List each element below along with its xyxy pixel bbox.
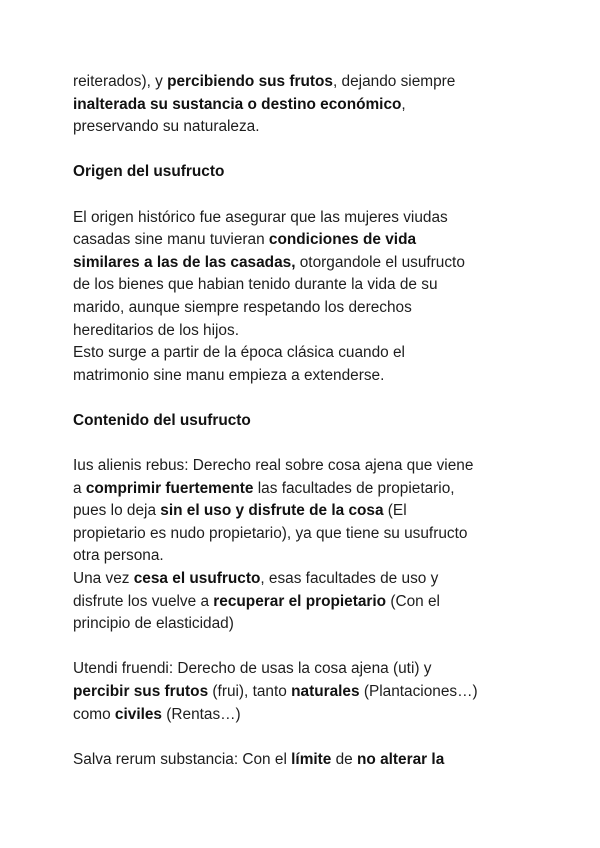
bold-text: límite bbox=[291, 750, 332, 768]
text: Utendi fruendi: Derecho de usas la cosa ajena (uti) y bbox=[73, 660, 432, 678]
bold-text: cesa el usufructo bbox=[133, 570, 261, 588]
bold-text: sin el uso y disfrute de la cosa bbox=[160, 502, 384, 520]
text: preservando su naturaleza. bbox=[73, 118, 260, 136]
heading-contenido: Contenido del usufructo bbox=[73, 411, 251, 429]
text: hereditarios de los hijos. bbox=[73, 321, 239, 339]
text: disfrute los vuelve a bbox=[73, 592, 214, 610]
document-page bbox=[73, 71, 543, 771]
text: Esto surge a partir de la época clásica cuando el bbox=[73, 344, 405, 362]
heading-origen: Origen del usufructo bbox=[73, 163, 225, 181]
bold-text: civiles bbox=[114, 705, 162, 723]
text: (El bbox=[383, 502, 407, 520]
text: principio de elasticidad) bbox=[73, 615, 234, 633]
text: otra persona. bbox=[73, 547, 164, 565]
text: a bbox=[73, 479, 86, 497]
text: (Con el bbox=[386, 592, 440, 610]
bold-text: naturales bbox=[291, 683, 360, 701]
bold-text: percibir sus frutos bbox=[73, 683, 209, 701]
bold-text: recuperar el propietario bbox=[213, 592, 387, 610]
text: matrimonio sine manu empieza a extenderse. bbox=[73, 366, 385, 384]
text: , dejando siempre bbox=[333, 73, 456, 90]
text: otorgandole el usufructo bbox=[295, 253, 465, 271]
bold-text: comprimir fuertemente bbox=[85, 479, 254, 497]
text: casadas sine manu tuvieran bbox=[73, 231, 269, 249]
text: El origen histórico fue asegurar que las mujeres viudas bbox=[73, 208, 448, 226]
text: marido, aunque siempre respetando los derechos bbox=[73, 298, 412, 316]
text: de los bienes que habian tenido durante la vida de su bbox=[73, 276, 438, 294]
paragraph-origen bbox=[73, 207, 543, 388]
text: de bbox=[331, 750, 358, 768]
paragraph-frutos bbox=[73, 71, 543, 139]
text: reiterados), y bbox=[73, 73, 168, 90]
bold-text: similares a las de las casadas, bbox=[73, 253, 296, 271]
paragraph-utendi-fruendi bbox=[73, 658, 543, 726]
text: propietario es nudo propietario), ya que tiene su usufructo bbox=[73, 524, 468, 542]
bold-text: inalterada su sustancia o destino económico bbox=[73, 95, 402, 113]
text: las facultades de propietario, bbox=[253, 479, 455, 497]
paragraph-salva-rerum bbox=[73, 749, 543, 772]
text: (Rentas…) bbox=[162, 705, 241, 723]
text: , esas facultades de uso y bbox=[260, 570, 439, 588]
text: (Plantaciones…) bbox=[359, 683, 478, 701]
paragraph-ius-alienis bbox=[73, 455, 543, 636]
bold-text: percibiendo sus frutos bbox=[167, 73, 333, 90]
text: pues lo deja bbox=[73, 502, 161, 520]
text: Una vez bbox=[73, 570, 134, 588]
bold-text: no alterar la bbox=[357, 750, 445, 768]
text: (frui), tanto bbox=[208, 683, 292, 701]
text: como bbox=[73, 705, 115, 723]
text: , bbox=[401, 95, 406, 113]
bold-text: condiciones de vida bbox=[268, 231, 417, 249]
text: Salva rerum substancia: Con el bbox=[73, 750, 292, 768]
text: Ius alienis rebus: Derecho real sobre cosa ajena que viene bbox=[73, 457, 474, 475]
